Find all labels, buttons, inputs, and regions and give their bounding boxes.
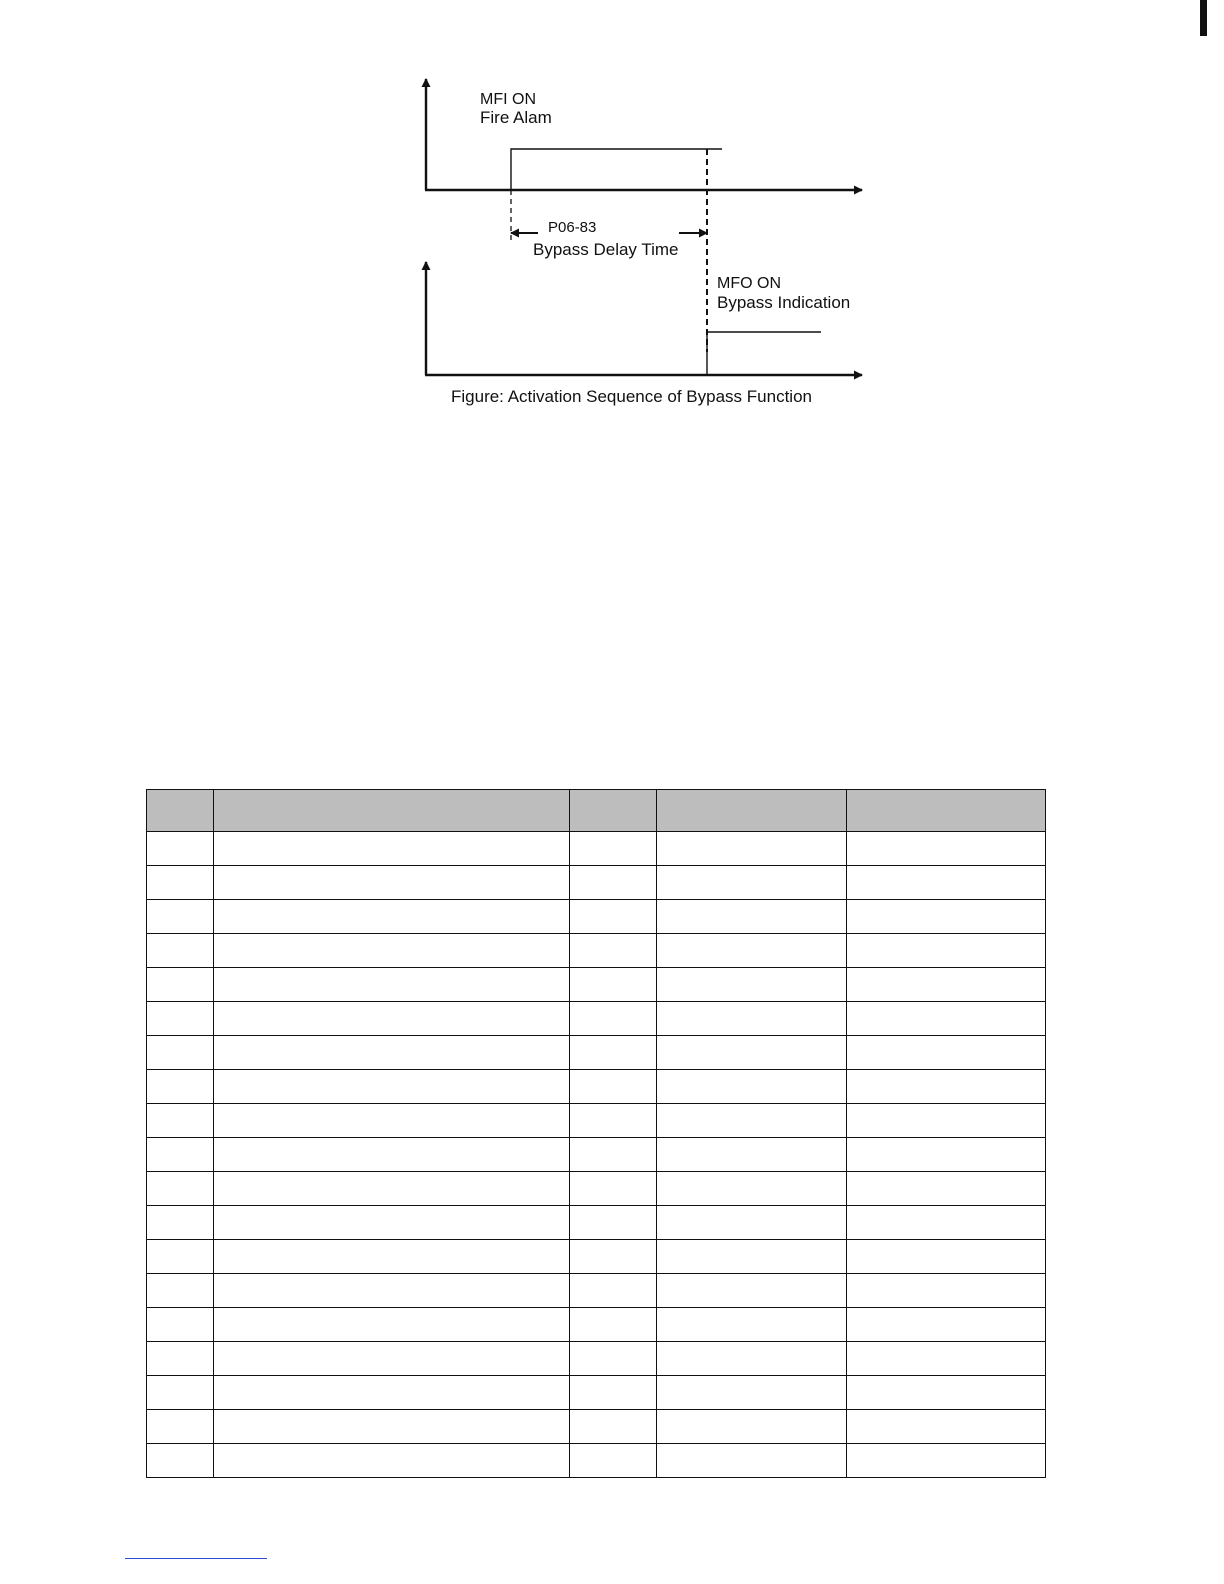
table-cell	[570, 1342, 656, 1376]
table-cell	[846, 1410, 1045, 1444]
table-cell	[656, 1342, 846, 1376]
table-cell	[846, 1070, 1045, 1104]
table-row	[147, 1342, 1046, 1376]
table-cell	[147, 1274, 214, 1308]
table-cell	[570, 1138, 656, 1172]
table-cell	[570, 1002, 656, 1036]
table-cell	[214, 1308, 570, 1342]
footnote-separator	[125, 1558, 267, 1559]
table-row	[147, 968, 1046, 1002]
table-cell	[570, 1036, 656, 1070]
table-row	[147, 1308, 1046, 1342]
table-cell	[846, 1444, 1045, 1478]
table-cell	[214, 1104, 570, 1138]
table-cell	[147, 832, 214, 866]
blank-parameter-table	[146, 789, 1046, 1478]
table-cell	[214, 1070, 570, 1104]
table-cell	[846, 1240, 1045, 1274]
table-cell	[656, 1002, 846, 1036]
table-row	[147, 866, 1046, 900]
parameter-code-label: P06-83	[548, 219, 597, 236]
table-cell	[846, 832, 1045, 866]
table-cell	[214, 1376, 570, 1410]
table-cell	[214, 1444, 570, 1478]
table-row	[147, 1002, 1046, 1036]
table-cell	[214, 900, 570, 934]
table-cell	[570, 1274, 656, 1308]
table-cell	[147, 1172, 214, 1206]
table-row	[147, 1070, 1046, 1104]
table-cell	[147, 900, 214, 934]
figure-caption: Figure: Activation Sequence of Bypass Function	[451, 387, 812, 406]
table-cell	[570, 1206, 656, 1240]
table-row	[147, 934, 1046, 968]
table-row	[147, 1104, 1046, 1138]
table-cell	[846, 1138, 1045, 1172]
table-row	[147, 832, 1046, 866]
table-cell	[656, 1206, 846, 1240]
table-cell	[147, 1308, 214, 1342]
header-cell	[656, 790, 846, 832]
table-cell	[214, 1240, 570, 1274]
table-cell	[846, 1172, 1045, 1206]
header-cell	[570, 790, 656, 832]
table-cell	[147, 1036, 214, 1070]
table-cell	[846, 1308, 1045, 1342]
table-cell	[147, 1206, 214, 1240]
table-row	[147, 1172, 1046, 1206]
mfi-on-label: MFI ON	[480, 91, 536, 108]
table-cell	[570, 1376, 656, 1410]
table-cell	[214, 1342, 570, 1376]
mfo-signal-pulse	[707, 332, 821, 375]
table-cell	[570, 1070, 656, 1104]
table-cell	[570, 1172, 656, 1206]
header-cell	[147, 790, 214, 832]
bypass-activation-timing-figure	[395, 70, 875, 415]
table-cell	[147, 968, 214, 1002]
table-cell	[656, 1410, 846, 1444]
table-cell	[846, 866, 1045, 900]
table-cell	[147, 1342, 214, 1376]
table-cell	[214, 1410, 570, 1444]
table-cell	[656, 1070, 846, 1104]
table-cell	[656, 1444, 846, 1478]
table-cell	[147, 1104, 214, 1138]
header-cell	[846, 790, 1045, 832]
table-cell	[656, 1172, 846, 1206]
table-cell	[214, 1274, 570, 1308]
table-row	[147, 1410, 1046, 1444]
table-cell	[656, 934, 846, 968]
table-cell	[656, 1104, 846, 1138]
table-cell	[570, 866, 656, 900]
table-cell	[846, 1342, 1045, 1376]
table-cell	[656, 900, 846, 934]
table-cell	[846, 1376, 1045, 1410]
table-cell	[846, 1206, 1045, 1240]
table-cell	[147, 1002, 214, 1036]
table-cell	[147, 934, 214, 968]
table-cell	[846, 1036, 1045, 1070]
table-header-row	[147, 790, 1046, 832]
table-cell	[570, 1308, 656, 1342]
table-cell	[570, 1444, 656, 1478]
table-cell	[846, 1274, 1045, 1308]
table-cell	[656, 1308, 846, 1342]
mfi-signal-pulse	[511, 149, 722, 190]
table-cell	[656, 1240, 846, 1274]
table-cell	[214, 832, 570, 866]
table-cell	[147, 1138, 214, 1172]
table-cell	[147, 866, 214, 900]
table-cell	[214, 866, 570, 900]
table-cell	[846, 1104, 1045, 1138]
table-row	[147, 1274, 1046, 1308]
table-cell	[656, 968, 846, 1002]
table-row	[147, 1206, 1046, 1240]
table-cell	[147, 1240, 214, 1274]
bypass-indication-label: Bypass Indication	[717, 293, 851, 312]
table-cell	[656, 1138, 846, 1172]
table-row	[147, 1376, 1046, 1410]
table-cell	[570, 1104, 656, 1138]
table-cell	[214, 1138, 570, 1172]
table-cell	[214, 934, 570, 968]
table-cell	[846, 934, 1045, 968]
table-cell	[570, 832, 656, 866]
table-cell	[846, 1002, 1045, 1036]
header-cell	[214, 790, 570, 832]
table-cell	[570, 968, 656, 1002]
table-cell	[214, 1172, 570, 1206]
table-cell	[570, 934, 656, 968]
table-cell	[656, 832, 846, 866]
table-cell	[656, 1274, 846, 1308]
table-row	[147, 1036, 1046, 1070]
table-cell	[570, 1410, 656, 1444]
table-cell	[214, 968, 570, 1002]
table-cell	[656, 1376, 846, 1410]
table-cell	[147, 1444, 214, 1478]
table-row	[147, 1444, 1046, 1478]
table-cell	[147, 1376, 214, 1410]
table-row	[147, 1138, 1046, 1172]
timing-diagram	[395, 70, 875, 415]
table-body	[147, 832, 1046, 1478]
table-row	[147, 1240, 1046, 1274]
bypass-delay-time-label: Bypass Delay Time	[533, 240, 679, 259]
table-cell	[846, 968, 1045, 1002]
table-cell	[846, 900, 1045, 934]
table-cell	[656, 1036, 846, 1070]
page-edge-marker	[1200, 0, 1207, 36]
table-cell	[656, 866, 846, 900]
mfo-on-label: MFO ON	[717, 275, 781, 292]
table-row	[147, 900, 1046, 934]
table-cell	[147, 1070, 214, 1104]
table-cell	[570, 900, 656, 934]
table-cell	[214, 1206, 570, 1240]
table-cell	[147, 1410, 214, 1444]
table-cell	[570, 1240, 656, 1274]
table-cell	[214, 1036, 570, 1070]
fire-alarm-label: Fire Alam	[480, 108, 552, 127]
table-cell	[214, 1002, 570, 1036]
